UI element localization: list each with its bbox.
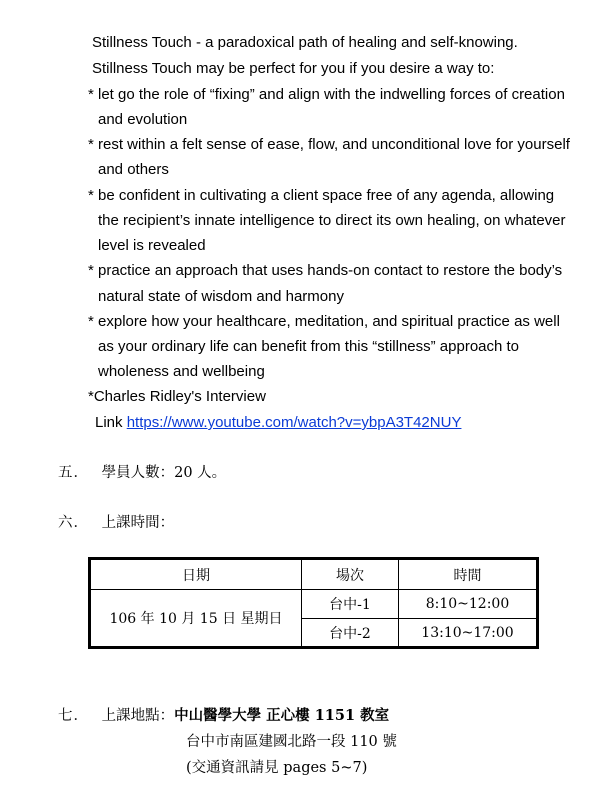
bullet-line: and evolution (98, 111, 188, 128)
bullet-line: level is revealed (98, 237, 206, 254)
section-number: 七． (58, 708, 89, 724)
interview-link-row (95, 414, 461, 432)
bullet-line: * explore how your healthcare, meditation, and spiritual practice as well (88, 313, 560, 330)
bullet-line: wholeness and wellbeing (98, 363, 265, 380)
header-session: 場次 (302, 559, 399, 590)
section-number: 六． (58, 515, 89, 531)
section-text: 學員人數：20 人。 (101, 465, 227, 481)
header-time: 時間 (399, 559, 538, 590)
interview-title: *Charles Ridley's Interview (88, 388, 266, 405)
header-date: 日期 (90, 559, 302, 590)
session-cell: 台中-1 (302, 590, 399, 619)
youtube-link[interactable]: https://www.youtube.com/watch?v=ybpA3T42NUY (126, 414, 462, 431)
time-cell: 13:10~17:00 (399, 619, 538, 648)
bullet-line: and others (98, 161, 169, 178)
intro-line-2: Stillness Touch may be perfect for you if you desire a way to: (92, 60, 495, 77)
date-cell: 106 年 10 月 15 日 星期日 (90, 590, 302, 648)
section-6 (58, 514, 174, 532)
time-cell: 8:10~12:00 (399, 590, 538, 619)
session-cell: 台中-2 (302, 619, 399, 648)
table-header-row (90, 559, 538, 590)
address: 台中市南區建國北路一段 110 號 (186, 734, 397, 750)
bullet-line: * be confident in cultivating a client space free of any agenda, allowing (88, 187, 555, 204)
transport-note: (交通資訊請見 pages 5~7) (186, 760, 368, 776)
section-5 (58, 464, 226, 482)
section-text: 上課時間： (101, 515, 175, 531)
bullet-line: natural state of wisdom and harmony (98, 288, 344, 305)
section-label: 上課地點： (101, 708, 175, 724)
bullet-line: * let go the role of “fixing” and align with the indwelling forces of creation (88, 86, 565, 103)
venue: 中山醫學大學 正心樓 1151 教室 (174, 707, 390, 724)
section-7 (58, 707, 389, 725)
table-row (90, 590, 538, 619)
schedule-table (88, 557, 539, 649)
bullet-line: * rest within a felt sense of ease, flow, and unconditional love for yourself (88, 136, 570, 153)
bullet-line: * practice an approach that uses hands-on contact to restore the body’s (88, 262, 563, 279)
section-number: 五． (58, 465, 89, 481)
bullet-line: as your ordinary life can benefit from this “stillness” approach to (98, 338, 520, 355)
bullet-line: the recipient’s innate intelligence to direct its own healing, on whatever (98, 212, 566, 229)
link-label: Link (95, 414, 123, 431)
intro-line-1: Stillness Touch - a paradoxical path of healing and self-knowing. (92, 34, 518, 51)
